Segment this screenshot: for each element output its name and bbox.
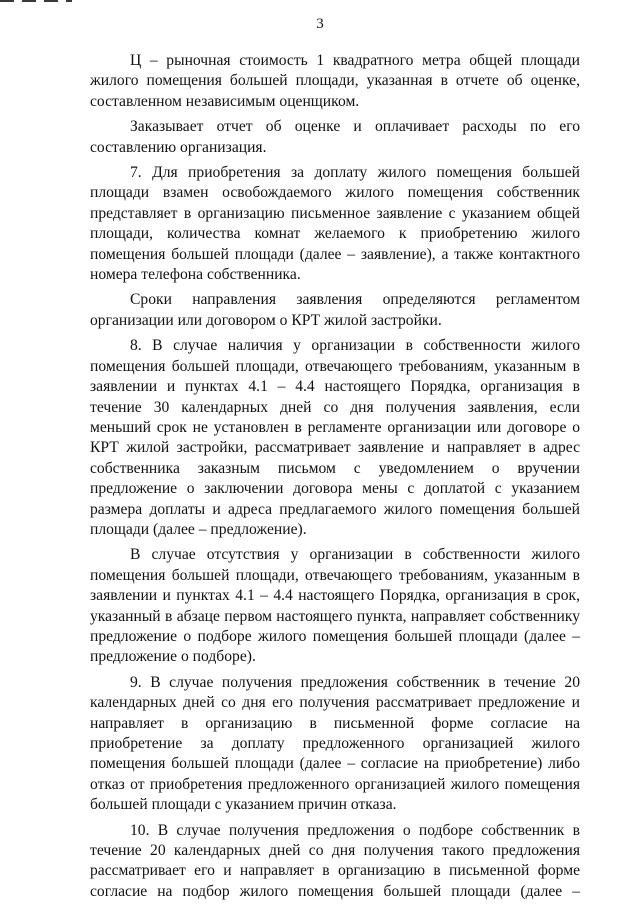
- paragraph-item-8: 8. В случае наличия у организации в собственности жилого помещения большей площади, отвечающего требованиям, указанным в заявлении и пунктах 4.1 – 4.4 настоящего Порядка, организация в течение 30 календарных дней со дня получения заявления, если меньший срок не установлен в регламенте организации или договоре о КРТ жилой застройки, рассматривает заявление и направляет в адрес собственника заказным письмом с уведомлением о вручении предложение о заключении договора мены с доплатой с указанием размера доплаты и адреса предлагаемого жилого помещения большей площади (далее – предложение).: [90, 337, 580, 538]
- document-body: [90, 51, 580, 907]
- page-number: 3: [316, 16, 324, 32]
- paragraph-appraisal-order: Заказывает отчет об оценке и оплачивает расходы по его составлению организация.: [90, 118, 580, 156]
- scan-edge-mark: [0, 0, 72, 2]
- paragraph-item-9: 9. В случае получения предложения собственник в течение 20 календарных дней со дня его получения рассматривает предложение и направляет в организацию в письменной форме согласие на приобретение за доплату предложенного организацией жилого помещения большей площади (далее – согласие на приобретение) либо отказ от приобретения предложенного организацией жилого помещения большей площади с указанием причин отказа.: [90, 673, 580, 814]
- paragraph-item-10: 10. В случае получения предложения о подборе собственник в течение 20 календарных дней со дня получения такого предложения рассматривает его и направляет в организацию в письменной форме согласие на подбор жилого помещения большей площади (далее –: [90, 821, 580, 900]
- paragraph-item-8-absence: В случае отсутствия у организации в собственности жилого помещения большей площади, отвечающего требованиям, указанным в заявлении и пунктах 4.1 – 4.4 настоящего Порядка, организация в срок, указанный в абзаце первом настоящего пункта, направляет собственнику предложение о подборе жилого помещения большей площади (далее – предложение о подборе).: [90, 546, 580, 666]
- paragraph-market-value: Ц – рыночная стоимость 1 квадратного метра общей площади жилого помещения большей площади, указанная в отчете об оценке, составленном независимым оценщиком.: [90, 52, 580, 110]
- paragraph-application-terms: Сроки направления заявления определяются регламентом организации или договором о КРТ жилой застройки.: [90, 291, 580, 329]
- paragraph-item-7: 7. Для приобретения за доплату жилого помещения большей площади взамен освобождаемого жилого помещения собственник представляет в организацию письменное заявление с указанием общей площади, количества комнат желаемого к приобретению жилого помещения большей площади (далее – заявление), а также контактного номера телефона собственника.: [90, 164, 580, 284]
